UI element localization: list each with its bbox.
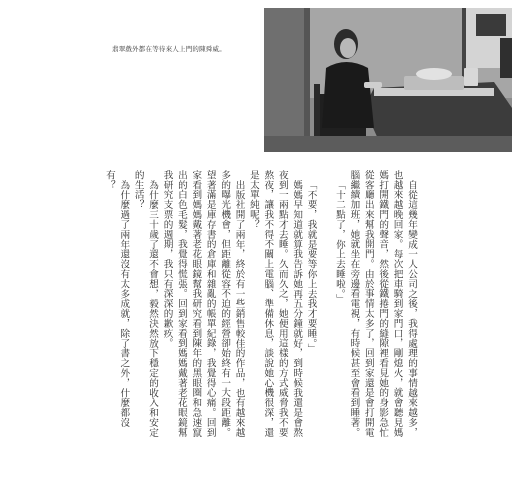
paragraph-4: 媽媽早知道就算我告訴她再五分鐘就好，到時候我還是會熬夜到一兩點才去睡。久而久之，她便用這樣的方式威脅我不要熬夜，讓我不得不關上電腦、準備休息，談說她心機很深，還是太單純呢？ [247, 170, 303, 438]
article-body [100, 170, 418, 445]
paragraph-1: 自從這幾年變成一人公司之後，我得處理的事情越來越多，也越來越晚回家。每次把車騎到家門口，剛熄火，就會聽見媽媽打開鐵門的聲音，然後從鐵捲門的縫隙裡看見她的身影急忙從客廳出來幫我開門。由於事情太多了，回到家還是會打開電腦繼續加班，她就坐在旁邊看電視，有時候甚至會看到睡著。 [348, 170, 417, 438]
paragraph-7: 為什麼過了兩年還沒有太多成就，除了書之外，什麼都沒有？ [103, 170, 130, 428]
photo-woman-at-dining-table [264, 8, 512, 152]
paragraph-3: 「不要，我就是要等你上去我才要睡。」 [305, 179, 317, 353]
paragraph-6: 為什麼三十歲了還不會想，毅然決然放下穩定的收入和安定的生活？ [132, 170, 159, 437]
paragraph-2: 「十二點了，你上去睡啦。」 [333, 179, 345, 304]
photo-caption: 翡翠戲外都在等待來人上門的陳舜威。 [112, 45, 226, 53]
paragraph-5: 出版社開了兩年，終於有一些銷售較佳的作品，也有越來越多的曝光機會，但距離從容不迫的經營卻始終有一大段距離。望著滿是庫存書的倉庫和雜亂的帳單紀錄，我覺得心痛。回到家看到媽媽戴著老花眼鏡幫我研究看到陳年的黑眼圈和急速竄出的白色毛髮，我覺得慌張。回到家看到媽媽戴著老花眼鏡幫我研究支票的週期，我只有深深的歉疚。 [161, 170, 245, 438]
